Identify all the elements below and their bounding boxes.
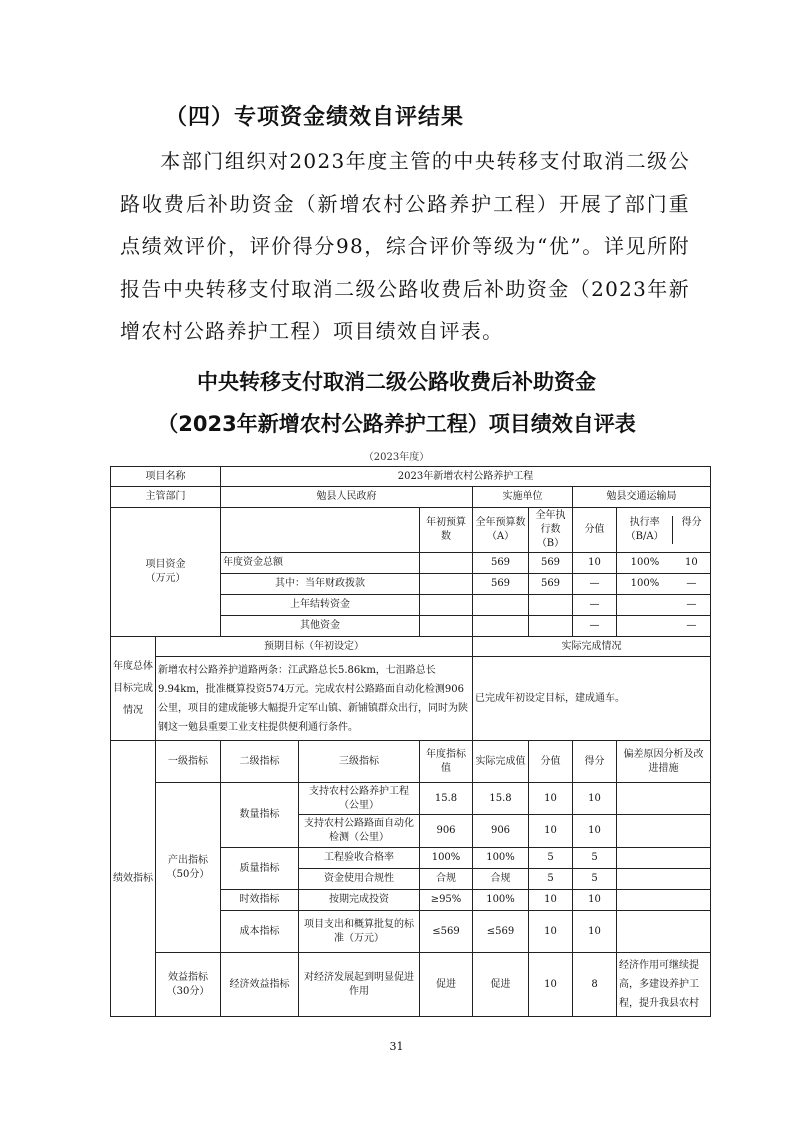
project-name-row bbox=[111, 467, 711, 487]
funds-row-score: 10 bbox=[685, 557, 698, 568]
funds-header-exec: 全年执行数（B） bbox=[529, 508, 573, 553]
goal-label: 年度总体目标完成情况 bbox=[111, 637, 156, 741]
funds-row-score-value: 10 bbox=[573, 553, 617, 574]
funds-row-score: — bbox=[686, 599, 697, 610]
project-name-label: 项目名称 bbox=[111, 467, 221, 487]
funds-header-initial: 年初预算数 bbox=[420, 508, 473, 553]
funds-row-rate-score bbox=[617, 595, 711, 616]
funds-row-initial bbox=[420, 616, 473, 637]
output-indicator-label: 产出指标 bbox=[168, 854, 208, 866]
funds-row-exec: 569 bbox=[529, 553, 573, 574]
indicator-actual: 100% bbox=[473, 848, 529, 869]
indicator-note: 经济作用可继续提高，多建设养护工程，提升我县农村 bbox=[617, 953, 711, 1017]
indicator-actual: 促进 bbox=[473, 953, 529, 1017]
goal-actual-header: 实际完成情况 bbox=[473, 637, 711, 657]
funds-row-budget bbox=[473, 595, 529, 616]
indicator-name: 支持农村公路养护工程（公里） bbox=[299, 783, 420, 815]
funds-row-budget bbox=[473, 616, 529, 637]
perf-header-note: 偏差原因分析及改进措施 bbox=[617, 741, 711, 783]
indicator-note bbox=[617, 783, 711, 815]
indicator-target: 906 bbox=[420, 815, 473, 848]
indicator-target: 合规 bbox=[420, 869, 473, 890]
indicator-name: 工程验收合格率 bbox=[299, 848, 420, 869]
perf-header-score: 得分 bbox=[573, 741, 617, 783]
indicator-score: 5 bbox=[573, 848, 617, 869]
funds-row-rate bbox=[617, 619, 673, 633]
indicator-note bbox=[617, 815, 711, 848]
funds-row-score-value: — bbox=[573, 616, 617, 637]
funds-row-exec bbox=[529, 616, 573, 637]
indicator-row bbox=[111, 953, 711, 1017]
section-title: （四）专项资金绩效自评结果 bbox=[165, 105, 465, 130]
indicator-name: 资金使用合规性 bbox=[299, 869, 420, 890]
funds-header-score-value: 分值 bbox=[573, 508, 617, 553]
indicator-name: 支持农村公路路面自动化检测（公里） bbox=[299, 815, 420, 848]
body-paragraph bbox=[120, 140, 690, 353]
perf-header-level1: 一级指标 bbox=[156, 741, 221, 783]
indicator-value: 10 bbox=[529, 815, 573, 848]
table-title-line-1: 中央转移支付取消二级公路收费后补助资金 bbox=[197, 370, 596, 394]
indicator-actual: 906 bbox=[473, 815, 529, 848]
funds-row-budget: 569 bbox=[473, 574, 529, 595]
indicator-actual: ≤569 bbox=[473, 911, 529, 953]
funds-label-line-2: （万元） bbox=[145, 573, 186, 584]
quantity-indicator-label: 数量指标 bbox=[221, 783, 299, 848]
funds-header-score: 得分 bbox=[681, 517, 702, 528]
dept-label: 主管部门 bbox=[111, 487, 221, 508]
funds-row-budget: 569 bbox=[473, 553, 529, 574]
funds-row-rate bbox=[617, 598, 673, 612]
funds-row-score: — bbox=[686, 620, 697, 631]
funds-header-row bbox=[111, 508, 711, 553]
funds-row-label: 上年结转资金 bbox=[221, 595, 420, 616]
indicator-actual: 100% bbox=[473, 890, 529, 911]
paragraph-text: 本部门组织对2023年度主管的中央转移支付取消二级公路收费后补助资金（新增农村公路养护工程）开展了部门重点绩效评价，评价得分98，综合评价等级为“优”。详见所附报告中央转移支付取消二级公路收费后补助资金（2023年新增农村公路养护工程）项目绩效自评表。 bbox=[120, 149, 690, 343]
output-indicator-points: （50分） bbox=[166, 868, 210, 880]
indicator-score: 10 bbox=[573, 783, 617, 815]
indicator-value: 5 bbox=[529, 869, 573, 890]
table-title-line-2: （2023年新增农村公路养护工程）项目绩效自评表 bbox=[157, 412, 636, 436]
goal-expected-text: 新增农村公路养护道路两条：江武路总长5.86km，七沮路总长9.94km，批准概算投资574万元。完成农村公路路面自动化检测906公里，项目的建成能够大幅提升定军山镇、新铺镇群众出行，同时为陕钢这一勉县重要工业支柱提供便利通行条件。 bbox=[156, 657, 473, 741]
indicator-target: ≤569 bbox=[420, 911, 473, 953]
funds-row-rate-score bbox=[617, 574, 711, 595]
funds-row-initial bbox=[420, 595, 473, 616]
indicator-target: 15.8 bbox=[420, 783, 473, 815]
goal-expected-header: 预期目标（年初设定） bbox=[156, 637, 473, 657]
indicator-score: 10 bbox=[573, 890, 617, 911]
indicator-score: 10 bbox=[573, 815, 617, 848]
economic-indicator-label: 经济效益指标 bbox=[221, 953, 299, 1017]
funds-row-initial bbox=[420, 574, 473, 595]
perf-header-level3: 三级指标 bbox=[299, 741, 420, 783]
goal-actual-text: 已完成年初设定目标，建成通车。 bbox=[473, 657, 711, 741]
perf-header-value: 分值 bbox=[529, 741, 573, 783]
benefit-indicator-label: 效益指标 bbox=[168, 971, 208, 983]
funds-label-line-1: 项目资金 bbox=[145, 559, 186, 570]
indicator-score: 10 bbox=[573, 911, 617, 953]
funds-row-label: 年度资金总额 bbox=[221, 553, 420, 574]
funds-row-label: 其他资金 bbox=[221, 616, 420, 637]
perf-label: 绩效指标 bbox=[111, 741, 156, 1017]
perf-header-row bbox=[111, 741, 711, 783]
funds-row-score: — bbox=[686, 578, 697, 589]
indicator-note bbox=[617, 848, 711, 869]
funds-row-rate-score bbox=[617, 616, 711, 637]
funds-row-rate-score bbox=[617, 553, 711, 574]
perf-header-target: 年度指标值 bbox=[420, 741, 473, 783]
funds-row-score-value: — bbox=[573, 574, 617, 595]
page-number: 31 bbox=[389, 1040, 404, 1053]
cost-indicator-label: 成本指标 bbox=[221, 911, 299, 953]
funds-header-blank bbox=[221, 508, 420, 553]
indicator-note bbox=[617, 890, 711, 911]
output-indicator-cell bbox=[156, 783, 221, 953]
quality-indicator-label: 质量指标 bbox=[221, 848, 299, 890]
funds-row-label: 其中：当年财政拨款 bbox=[221, 574, 420, 595]
timeliness-indicator-label: 时效指标 bbox=[221, 890, 299, 911]
indicator-value: 10 bbox=[529, 911, 573, 953]
dept-value: 勉县人民政府 bbox=[221, 487, 473, 508]
indicator-value: 10 bbox=[529, 783, 573, 815]
funds-row-exec: 569 bbox=[529, 574, 573, 595]
funds-row-rate: 100% bbox=[630, 557, 660, 568]
indicator-name: 按期完成投资 bbox=[299, 890, 420, 911]
indicator-actual: 合规 bbox=[473, 869, 529, 890]
project-name-value: 2023年新增农村公路养护工程 bbox=[221, 467, 711, 487]
benefit-indicator-cell bbox=[156, 953, 221, 1017]
funds-header-rate-score bbox=[617, 508, 711, 553]
indicator-value: 10 bbox=[529, 953, 573, 1017]
impl-label: 实施单位 bbox=[473, 487, 573, 508]
funds-header-rate: 执行率（B/A） bbox=[617, 516, 673, 544]
department-row bbox=[111, 487, 711, 508]
funds-row-score-value: — bbox=[573, 595, 617, 616]
perf-header-level2: 二级指标 bbox=[221, 741, 299, 783]
indicator-row bbox=[111, 783, 711, 815]
funds-header-budget: 全年预算数（A） bbox=[473, 508, 529, 553]
benefit-indicator-points: （30分） bbox=[166, 985, 210, 997]
indicator-actual: 15.8 bbox=[473, 783, 529, 815]
performance-table bbox=[110, 466, 711, 1017]
funds-row-exec bbox=[529, 595, 573, 616]
funds-label bbox=[111, 508, 221, 637]
funds-row-initial bbox=[420, 553, 473, 574]
indicator-value: 10 bbox=[529, 890, 573, 911]
indicator-note bbox=[617, 911, 711, 953]
funds-row-rate: 100% bbox=[630, 578, 660, 589]
indicator-score: 5 bbox=[573, 869, 617, 890]
indicator-target: 促进 bbox=[420, 953, 473, 1017]
table-year: （2023年度） bbox=[363, 452, 430, 463]
perf-header-actual: 实际完成值 bbox=[473, 741, 529, 783]
indicator-value: 5 bbox=[529, 848, 573, 869]
indicator-note bbox=[617, 869, 711, 890]
goal-content-row bbox=[111, 657, 711, 741]
impl-value: 勉县交通运输局 bbox=[573, 487, 711, 508]
indicator-name: 对经济发展起到明显促进作用 bbox=[299, 953, 420, 1017]
indicator-target: ≥95% bbox=[420, 890, 473, 911]
indicator-target: 100% bbox=[420, 848, 473, 869]
indicator-score: 8 bbox=[573, 953, 617, 1017]
indicator-name: 项目支出和概算批复的标准（万元） bbox=[299, 911, 420, 953]
goal-header-row bbox=[111, 637, 711, 657]
